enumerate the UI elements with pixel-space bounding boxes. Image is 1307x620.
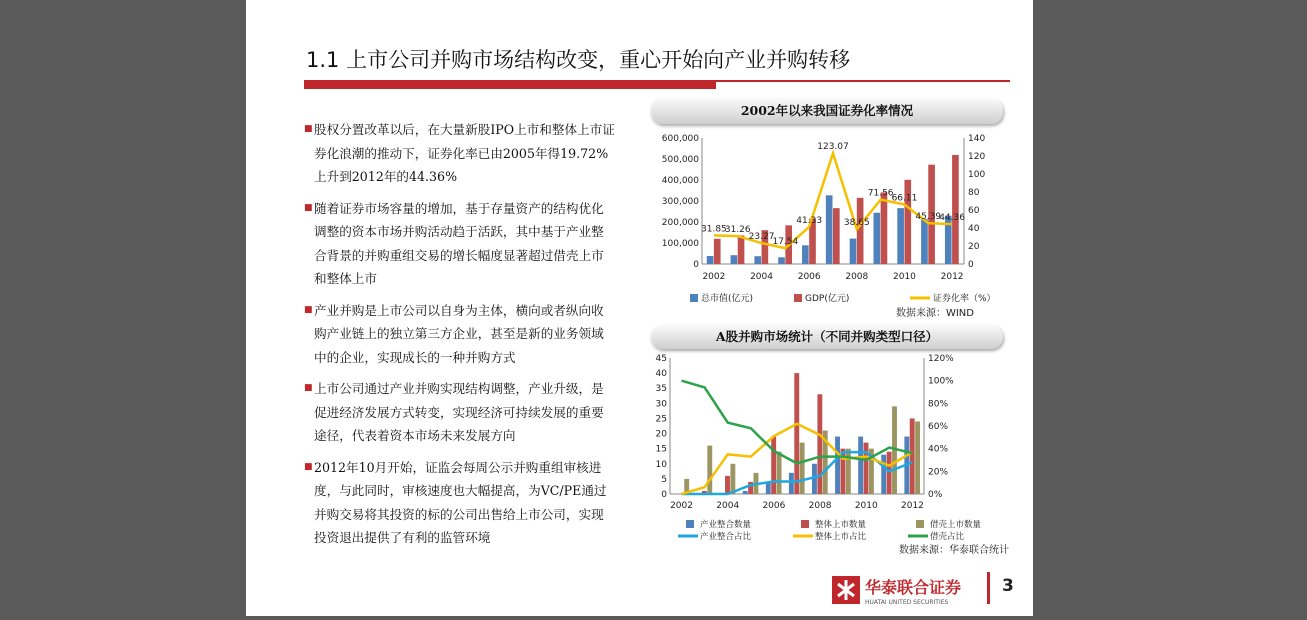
y-tick-label-right: 140 — [968, 134, 986, 144]
y-tick-label-left: 0 — [661, 490, 667, 500]
x-tick-label: 2002 — [702, 272, 726, 282]
bar — [858, 437, 863, 494]
y-tick-label-left: 45 — [655, 354, 667, 364]
bar — [707, 256, 714, 264]
bullet-text: 2012年10月开始，证监会每周公示并购重组审核进度，与此同时，审核速度也大幅提高，为VC/PE通过并购交易将其投资的标的公司出售给上市公司，实现投资退出提供了有利的监管环境 — [314, 459, 607, 545]
data-label: 45.39 — [915, 212, 942, 223]
bullet-item — [304, 299, 616, 370]
legend-label: 证券化率（%） — [933, 294, 996, 304]
data-label: 44.36 — [939, 213, 965, 224]
legend-swatch — [794, 294, 802, 302]
x-tick-label: 2006 — [797, 272, 821, 282]
y-tick-label-left: 300,000 — [661, 197, 699, 207]
bar — [873, 213, 880, 264]
bar — [707, 446, 712, 494]
y-tick-label-right: 40% — [928, 444, 949, 455]
bar — [910, 418, 915, 494]
bullet-item — [304, 377, 616, 448]
data-label: 31.85 — [701, 224, 727, 235]
y-tick-label-left: 20 — [655, 429, 667, 440]
bar — [857, 198, 864, 264]
legend-swatch — [801, 520, 809, 528]
legend-label: 产业整合数量 — [700, 520, 752, 530]
bar — [738, 235, 745, 264]
logo-subtitle: HUATAI UNITED SECURITIES — [865, 599, 949, 606]
data-label: 123.07 — [817, 142, 849, 153]
y-tick-label-right: 100 — [968, 170, 986, 180]
x-tick-label: 2002 — [670, 501, 693, 511]
legend-swatch — [690, 294, 698, 302]
bar — [731, 255, 738, 264]
bar — [904, 180, 911, 264]
chart-source: 数据来源：WIND — [895, 308, 974, 319]
bullet-item — [304, 456, 616, 550]
y-tick-label-left: 10 — [655, 459, 667, 470]
bar — [887, 452, 892, 494]
bar — [754, 256, 761, 264]
y-tick-label-right: 120 — [968, 152, 986, 162]
y-tick-label-left: 600,000 — [661, 134, 699, 144]
y-tick-label-left: 0 — [693, 260, 699, 270]
x-tick-label: 2012 — [940, 272, 964, 282]
data-label: 23.27 — [748, 232, 775, 243]
bar — [846, 449, 851, 494]
y-tick-label-right: 80% — [928, 399, 949, 410]
y-tick-label-right: 60% — [928, 422, 949, 432]
bullet-text: 上市公司通过产业并购实现结构调整，产业升级，是促进经济发展方式转变，实现经济可持续发展的重要途径，代表着资本市场未来发展方向 — [314, 381, 604, 443]
y-tick-label-right: 0% — [928, 490, 943, 500]
bar — [778, 257, 785, 264]
bullet-square-icon: ■ — [304, 202, 313, 213]
legend-label: 整体上市数量 — [815, 520, 867, 530]
bullet-list — [304, 118, 616, 558]
y-tick-label-left: 100,000 — [661, 239, 699, 249]
bar — [771, 437, 776, 494]
y-tick-label-left: 400,000 — [661, 176, 699, 186]
x-tick-label: 2004 — [750, 272, 773, 282]
chart2-ma-statistics — [644, 350, 1014, 565]
bullet-text: 随着证券市场容量的增加，基于存量资产的结构优化调整的资本市场并购活动趋于活跃，其中基于产业整合背景的并购重组交易的增长幅度显著超过借壳上市和整体上市 — [314, 200, 604, 286]
data-label: 71.56 — [867, 188, 894, 199]
legend-swatch — [916, 520, 924, 528]
bar — [915, 421, 920, 494]
bullet-text: 产业并购是上市公司以自身为主体，横向或者纵向收购产业链上的独立第三方企业，甚至是新的业务领域中的企业，实现成长的一种并购方式 — [314, 302, 604, 365]
legend-label: GDP(亿元) — [805, 294, 850, 304]
y-tick-label-left: 500,000 — [661, 155, 699, 165]
y-tick-label-left: 15 — [655, 444, 667, 455]
bar — [850, 239, 857, 264]
bar — [835, 437, 840, 494]
bar — [714, 239, 721, 264]
legend-label: 产业整合占比 — [700, 532, 752, 542]
bar — [725, 476, 730, 494]
logo-name: 华泰联合证券 — [865, 578, 962, 597]
bar — [743, 491, 748, 494]
bar — [897, 208, 904, 264]
legend-label: 借壳上市数量 — [930, 520, 982, 530]
bar — [881, 455, 886, 494]
data-label: 66.11 — [891, 193, 918, 204]
data-label: 41.33 — [796, 215, 823, 226]
bar — [777, 452, 782, 494]
page-number: 3 — [1002, 576, 1014, 596]
data-label: 17.54 — [772, 237, 799, 248]
slide-title: 1.1 上市公司并购市场结构改变，重心开始向产业并购转移 — [306, 48, 851, 72]
bar — [864, 443, 869, 494]
footer-separator — [987, 572, 990, 604]
x-tick-label: 2008 — [845, 272, 869, 282]
bullet-square-icon: ■ — [304, 461, 313, 472]
x-tick-label: 2004 — [716, 501, 740, 511]
bar — [921, 219, 928, 264]
bullet-square-icon: ■ — [304, 304, 313, 315]
y-tick-label-left: 35 — [655, 384, 667, 395]
bar — [817, 394, 822, 494]
y-tick-label-right: 40 — [968, 224, 980, 234]
bullet-item — [304, 197, 616, 291]
y-tick-label-right: 60 — [968, 206, 980, 216]
bar — [881, 192, 888, 264]
y-tick-label-right: 120% — [928, 354, 954, 364]
bar — [730, 464, 735, 494]
data-label: 31.26 — [724, 225, 751, 236]
huatai-logo — [832, 572, 982, 608]
y-tick-label-left: 5 — [661, 474, 667, 485]
y-tick-label-left: 30 — [655, 399, 667, 410]
bullet-item — [304, 118, 616, 189]
x-tick-label: 2008 — [808, 501, 832, 511]
bar — [833, 208, 840, 264]
bar — [794, 373, 799, 494]
bar — [802, 245, 809, 264]
chart1-title: 2002年以来我国证券化率情况 — [651, 98, 1003, 124]
bar — [789, 473, 794, 494]
x-tick-label: 2006 — [762, 501, 786, 511]
legend-label: 借壳占比 — [930, 532, 965, 542]
chart2-title: A股并购市场统计（不同并购类型口径） — [651, 325, 1003, 349]
bar — [952, 155, 959, 264]
bar — [826, 195, 833, 264]
x-tick-label: 2010 — [854, 501, 878, 511]
y-tick-label-right: 100% — [928, 376, 954, 387]
slide — [246, 0, 1033, 616]
legend-label: 总市值(亿元) — [701, 294, 754, 304]
x-tick-label: 2010 — [893, 272, 916, 282]
x-tick-label: 2012 — [901, 501, 924, 511]
chart-source: 数据来源：华泰联合统计 — [899, 545, 1009, 556]
chart1-securitization-rate — [644, 128, 1014, 323]
y-tick-label-right: 0 — [968, 260, 974, 270]
bullet-square-icon: ■ — [304, 383, 313, 393]
legend-label: 整体上市占比 — [815, 532, 867, 542]
bullet-square-icon: ■ — [304, 124, 313, 134]
y-tick-label-left: 25 — [655, 414, 667, 425]
y-tick-label-right: 80 — [968, 188, 980, 198]
legend-swatch — [686, 520, 694, 528]
data-label: 38.65 — [843, 218, 870, 229]
y-tick-label-left: 200,000 — [661, 218, 699, 228]
y-tick-label-right: 20% — [928, 467, 949, 478]
bar — [800, 443, 805, 494]
bullet-text: 股权分置改革以后，在大量新股IPO上市和整体上市证券化浪潮的推动下，证券化率已由2005年得19.72%上升到2012年的44.36% — [314, 122, 615, 184]
y-tick-label-left: 40 — [655, 369, 667, 380]
y-tick-label-right: 20 — [968, 242, 980, 252]
title-accent-bar — [304, 82, 716, 89]
